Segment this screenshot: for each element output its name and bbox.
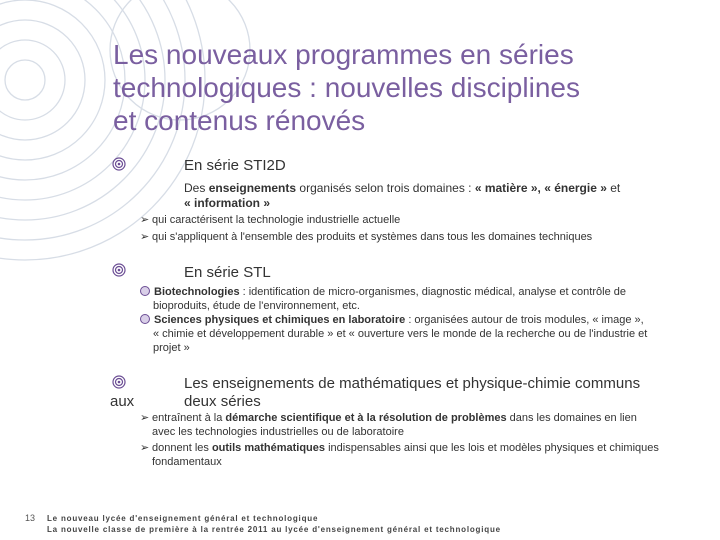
maths-bullet-list [140,411,710,469]
list-item: ➢ donnent les outils mathématiques indispensables ainsi que les lois et modèles physiques et chimiques fondamentaux [140,442,659,468]
round-bullet-icon [140,286,150,296]
maths-heading-line-2: deux séries [184,393,261,410]
sti2d-desc-bold-1: enseignements [208,181,297,195]
title-line-2: technologiques : nouvelles disciplines [113,72,580,103]
arrow-right-icon: ➢ [140,412,150,424]
sti2d-heading: En série STI2D [184,157,286,174]
maths-heading-line-1: Les enseignements de mathématiques et physique-chimie communs [184,375,641,392]
list-item: ➢ qui s'appliquent à l'ensemble des produits et systèmes dans tous les domaines techniques [140,231,593,243]
stl-list [140,285,705,355]
stl-heading: En série STL [184,264,271,281]
concentric-circle-icon [112,375,126,389]
concentric-circle-icon [112,157,126,171]
concentric-circle-icon [112,263,126,277]
title-line-3: et contenus rénovés [113,105,366,136]
arrow-right-icon: ➢ [140,214,150,226]
footer-text [47,513,501,535]
page-title [113,38,703,137]
arrow-right-icon: ➢ [140,442,150,454]
title-line-1: Les nouveaux programmes en séries [113,39,574,70]
list-item: ➢ qui caractérisent la technologie industrielle actuelle [140,214,401,226]
sti2d-desc-bold-2: « matière », « énergie » [474,181,607,195]
footer-line-2: La nouvelle classe de première à la rentrée 2011 au lycée d'enseignement général et technologique [47,525,501,534]
footer-line-1: Le nouveau lycée d'enseignement général et technologique [47,514,319,523]
sti2d-desc-bold-3: « information » [184,196,271,210]
round-bullet-icon [140,314,150,324]
maths-heading [184,375,714,411]
list-item: Sciences physiques et chimiques en laboratoire : organisées autour de trois modules, « image », « chimie et développement durable » et « ouverture vers le monde de la recherche ou de l'industrie et projet » [140,313,705,355]
page-number: 13 [25,513,36,523]
maths-heading-prefix: aux [110,393,135,410]
sti2d-desc-mid: organisés selon trois domaines : [296,181,475,195]
list-item: ➢ entraînent à la démarche scientifique et à la résolution de problèmes dans les domaines en lien avec les technologies industrielles ou de laboratoire [140,412,637,438]
list-item: Biotechnologies : identification de micro-organismes, diagnostic médical, analyse et contrôle de bioproduits, étude de l'environnement, etc. [140,285,705,313]
sti2d-description [184,181,704,211]
sti2d-bullet-list [140,213,710,244]
arrow-right-icon: ➢ [140,231,150,243]
sti2d-desc-and: et [606,181,621,195]
sti2d-desc-pre: Des [184,181,209,195]
